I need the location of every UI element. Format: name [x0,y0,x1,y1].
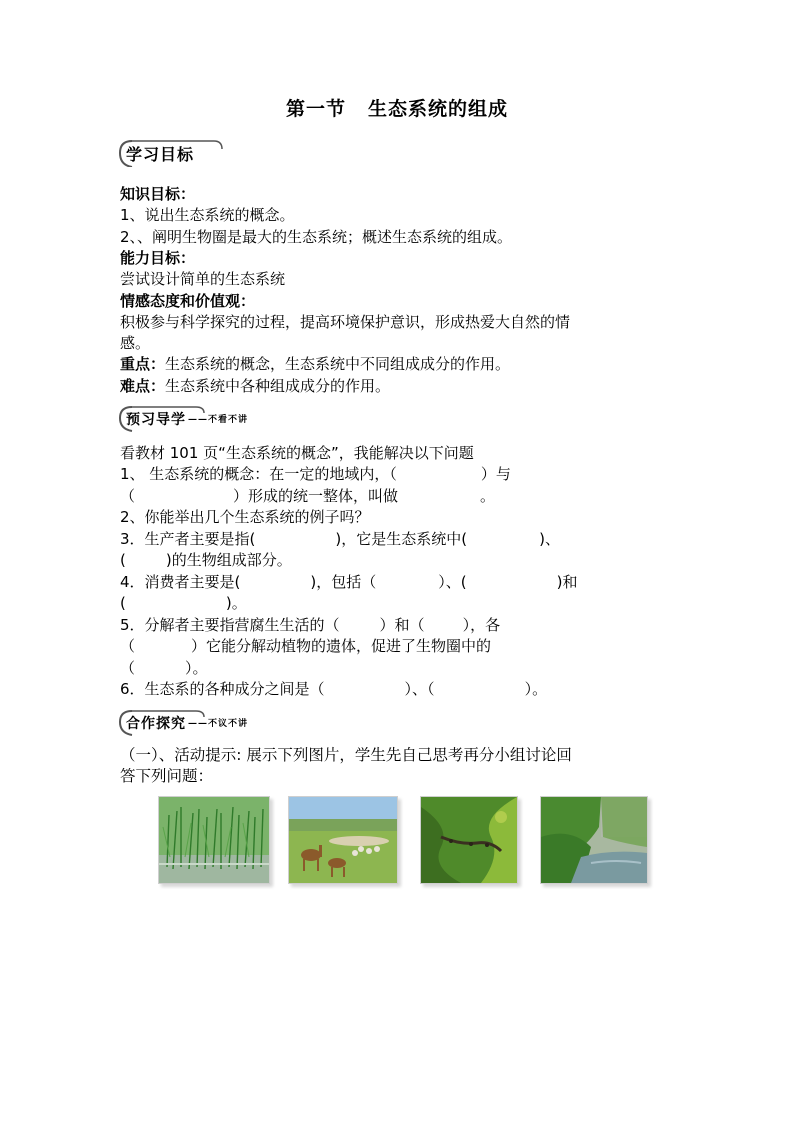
key-point [120,354,510,374]
river-cliff-photo [540,796,648,884]
q5c: ），各 [462,616,501,634]
q4f: )。 [225,594,247,612]
q5f: （ [120,659,136,677]
q5d: （ [120,637,136,655]
q6c: ）。 [524,680,548,698]
q3b: )，它是生态系统中( [335,530,468,548]
knowledge-heading: 知识目标： [120,185,196,203]
q4d: )和 [556,573,578,591]
question-4-line1 [120,572,577,592]
difficult-point [120,376,390,396]
cooperate-label: 合作探究 [126,716,186,732]
q3e: )的生物组成部分。 [165,551,292,569]
q4b: )，包括（ [310,573,377,591]
question-3-line1 [120,529,560,549]
section-header-cooperate [118,709,318,739]
q1d: ）形成的统一整体，叫做 [233,487,399,505]
cooperate-sub: ——不议不讲 [188,719,249,729]
q1b: ）与 [480,465,511,483]
q1e: 。 [480,487,496,505]
camels-icon [289,797,397,883]
q1c: （ [120,487,136,505]
q4e: ( [120,594,126,612]
question-5-line1 [120,615,500,635]
emotion-heading: 情感态度和价值观： [120,292,256,310]
question-2: 2、你能举出几个生态系统的例子吗？ [120,508,370,526]
emotion-1b: 感。 [120,334,151,352]
q3d: ( [120,551,126,569]
q5a: 5．分解者主要指营腐生生活的（ [120,616,340,634]
q5e: ）它能分解动植物的遗体，促进了生物圈中的 [191,637,492,655]
q3a: 3．生产者主要是指( [120,530,256,548]
question-6 [120,679,547,699]
stream-moss-photo [420,796,518,884]
cooperate-line1: （一）、活动提示: 展示下列图片，学生先自己思考再分小组讨论回 [120,746,572,764]
page-title [0,94,794,121]
emotion-1: 积极参与科学探究的过程，提高环境保护意识，形成热爱大自然的情 [120,313,571,331]
ability-1: 尝试设计简单的生态系统 [120,270,286,288]
section-label-cooperate [126,713,248,733]
section-label-preview [126,409,248,429]
difficult-text: 生态系统中各种组成成分的作用。 [165,377,391,395]
title-part1: 第一节 [285,98,346,120]
river-icon [541,797,647,883]
section-label-objectives: 学习目标 [126,145,195,164]
q3c: )、 [539,530,560,548]
question-5-line2 [120,636,491,656]
knowledge-2: 2、、阐明生物圈是最大的生态系统；概述生态系统的组成。 [120,228,513,246]
q4c: ）、( [438,573,467,591]
key-text: 生态系统的概念，生态系统中不同组成成分的作用。 [165,355,511,373]
preview-intro: 看教材 101 页“生态系统的概念”，我能解决以下问题 [120,444,474,462]
rice-paddy-photo [158,796,270,884]
preview-sub: ——不看不讲 [188,415,249,425]
q1a: 1、 生态系统的概念：在一定的地域内，（ [120,465,397,483]
section-header-objectives [118,139,238,169]
rice-paddy-icon [159,797,269,883]
ability-heading: 能力目标： [120,249,196,267]
q5g: ）。 [185,659,208,677]
q5b: ）和（ [379,616,425,634]
title-part2: 生态系统的组成 [368,98,509,120]
preview-label: 预习导学 [126,412,186,428]
q4a: 4．消费者主要是( [120,573,241,591]
cooperate-line2: 答下列问题： [120,767,214,785]
section-header-preview [118,405,318,435]
camels-grassland-photo [288,796,398,884]
question-5-line3 [120,658,208,678]
q6b: ）、（ [404,680,435,698]
question-1-line1 [120,464,511,484]
knowledge-1: 1、说出生态系统的概念。 [120,206,295,224]
q6a: 6．生态系的各种成分之间是（ [120,680,325,698]
difficult-label: 难点： [120,377,166,395]
question-3-line2 [120,550,292,570]
question-4-line2 [120,593,247,613]
key-label: 重点： [120,355,166,373]
question-1-line2 [120,486,495,506]
stream-icon [421,797,517,883]
